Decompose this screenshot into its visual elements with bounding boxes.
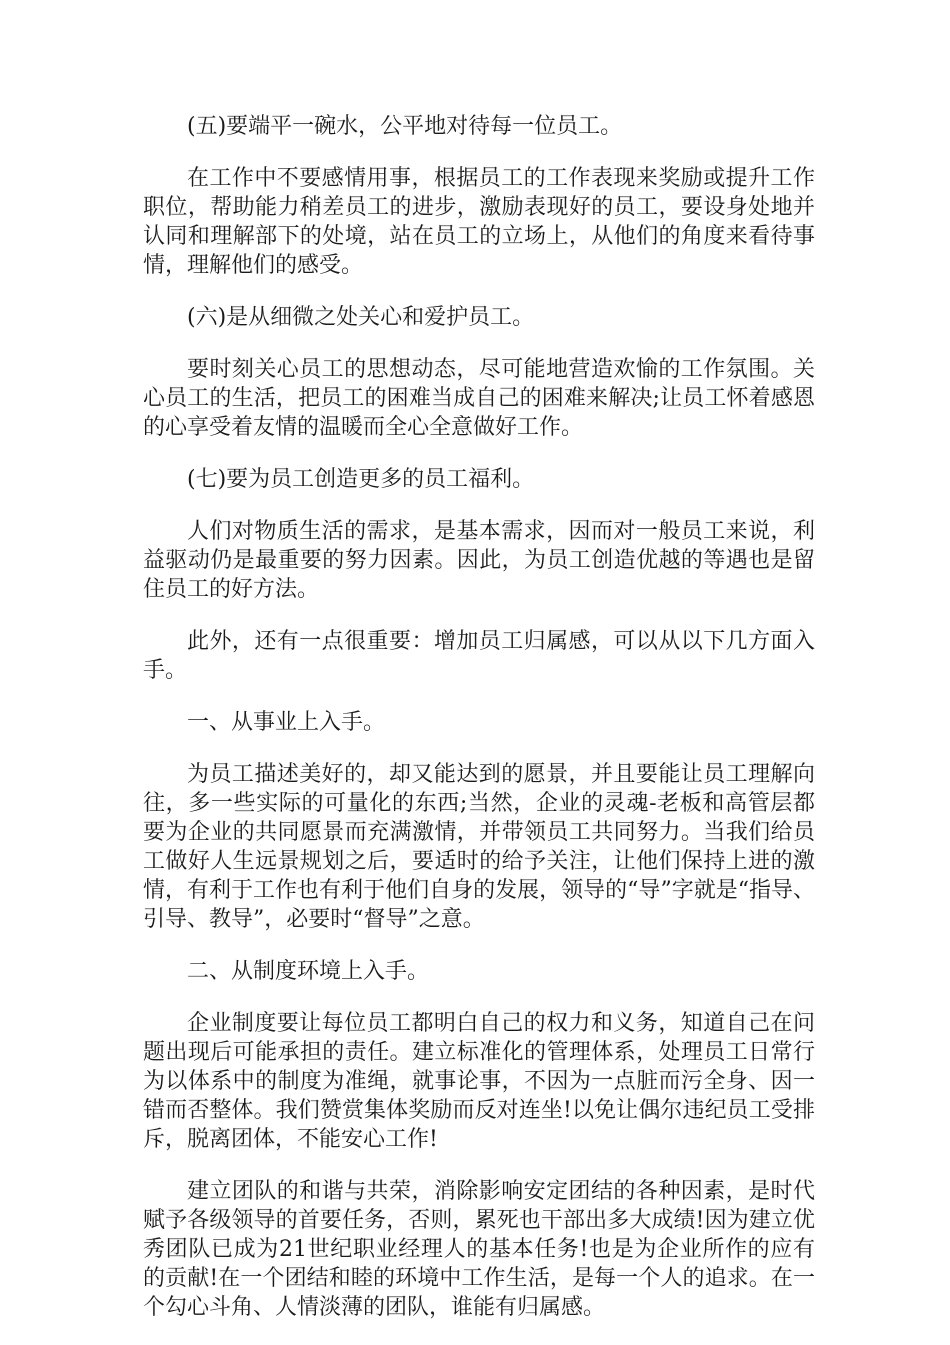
section-heading-6: (六)是从细微之处关心和爱护员工。 bbox=[187, 305, 535, 330]
document-body bbox=[143, 112, 815, 1345]
paragraph: 人们对物质生活的需求，是基本需求，因而对一般员工来说，利益驱动仍是最重要的努力因素。因此，为员工创造优越的等遇也是留住员工的好方法。 bbox=[143, 519, 815, 602]
paragraph: 要时刻关心员工的思想动态，尽可能地营造欢愉的工作氛围。关心员工的生活，把员工的困难当成自己的困难来解决;让员工怀着感恩的心享受着友情的温暖而全心全意做好工作。 bbox=[143, 357, 815, 440]
paragraph: 在工作中不要感情用事，根据员工的工作表现来奖励或提升工作职位，帮助能力稍差员工的进步，激励表现好的员工，要设身处地并认同和理解部下的处境，站在员工的立场上，从他们的角度来看待事情，理解他们的感受。 bbox=[143, 166, 815, 278]
paragraph: 为员工描述美好的，却又能达到的愿景，并且要能让员工理解向往，多一些实际的可量化的东西;当然，企业的灵魂-老板和高管层都要为企业的共同愿景而充满激情，并带领员工共同努力。当我们给员工做好人生远景规划之后，要适时的给予关注，让他们保持上进的激情，有利于工作也有利于他们自身的发展，领导的“导”字就是“指导、引导、教导”，必要时“督导”之意。 bbox=[143, 762, 815, 932]
section-heading-7: (七)要为员工创造更多的员工福利。 bbox=[187, 467, 535, 492]
subheading-system-environment: 二、从制度环境上入手。 bbox=[187, 959, 430, 984]
paragraph: 企业制度要让每位员工都明白自己的权力和义务，知道自己在问题出现后可能承担的责任。建立标准化的管理体系，处理员工日常行为以体系中的制度为准绳，就事论事，不因为一点脏而污全身、因一错而否整体。我们赞赏集体奖励而反对连坐!以免让偶尔违纪员工受排斥，脱离团体，不能安心工作! bbox=[143, 1011, 815, 1152]
section-heading-5: (五)要端平一碗水，公平地对待每一位员工。 bbox=[187, 114, 623, 139]
paragraph: 此外，还有一点很重要：增加员工归属感，可以从以下几方面入手。 bbox=[143, 629, 815, 683]
paragraph: 建立团队的和谐与共荣，消除影响安定团结的各种因素，是时代赋予各级领导的首要任务，否则，累死也干部出多大成绩!因为建立优秀团队已成为21世纪职业经理人的基本任务!也是为企业所作的应有的贡献!在一个团结和睦的环境中工作生活，是每一个人的追求。在一个勾心斗角、人情淡薄的团队，谁能有归属感。 bbox=[143, 1179, 815, 1320]
subheading-career: 一、从事业上入手。 bbox=[187, 710, 386, 735]
